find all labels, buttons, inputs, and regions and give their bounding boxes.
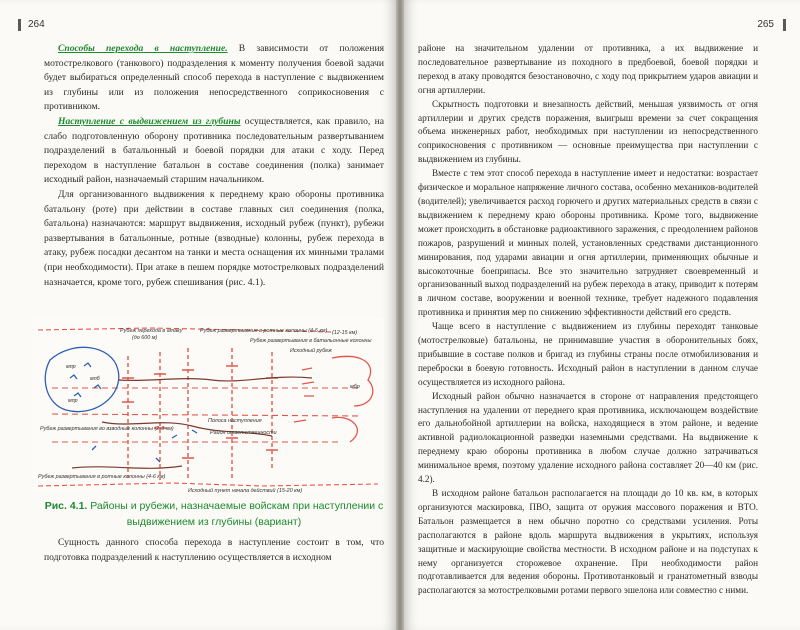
paragraph [44,42,384,115]
route-line [72,466,182,468]
paragraph: Исходный район обычно назначается в стороне от направления предстоящего наступления на удалении от переднего края противника, исключающем воздействие его дальнобойной артиллерии на войска, находящиеся в этом районе, и ведение активной радиолокационной разведки наземными средствами. На выдвижение к переднему краю обороны противника в любом случае должно затрачиваться минимальное время, поэтому удаление исходного района составляет 20—40 км (рис. 4.2). [418,390,758,485]
route-line [118,377,312,381]
label-battalion-line: Рубеж развертывания в батальонные колонны [250,338,372,344]
label-unit: мпр [66,364,76,370]
label-platoon-line: Рубеж развертывания во взводные колонны (2-3 км) [40,426,174,432]
label-attack-line: Рубеж перехода в атаку [120,328,183,334]
page-number-marker [783,19,786,31]
label-zone: Район ответственности [210,430,277,436]
book-gutter [396,0,404,630]
diagram-svg [32,318,384,494]
label-company-line-2: Рубеж развертывания в ротные колонны (4-6 км) [38,474,166,480]
paragraph: районе на значительном удалении от противника, а их выдвижение и последовательное развертывание из походного в предбоевой, боевой порядки и переход в атаку проводятся безостановочно, с ходу под прикрытием ударов авиации и огня артиллерии. [418,43,758,95]
enemy-marks [294,368,314,422]
left-text-top [44,42,384,290]
label-start-line: Исходный рубеж [290,348,332,354]
label-attack-distance: (до 600 м) [132,335,158,341]
paragraph-text: В зависимости от положения мотострелкового (танкового) подразделения к моменту получения боевой задачи будет выбираться определенный способ перехода в наступление с выдвижением из глубины или из положения непосредственного соприкосновения с противником. [44,43,384,113]
boundary-line [38,483,378,486]
label-unit: мпб [90,376,100,382]
label-company-line: Рубеж развертывания в ротные колонны (4-6 км) [200,328,328,334]
paragraph: Для организованного выдвижения к переднему краю обороны противника батальону (роте) при действии в составе главных сил соединения (полка, батальона) назначаются: маршрут выдвижения, исходный рубеж (пункт), рубежи развертывания в батальонные, ротные (взводные) колонны, рубеж перехода в атаку, рубеж посадки десантом на танки и места оснащения их минными тралами (при необходимости). При атаке в пешем порядке мотострелковых подразделений назначается, кроме того, рубеж спешивания (рис. 4.1). [44,188,384,288]
paragraph: Чаще всего в наступление с выдвижением из глубины переходят танковые (мотострелковые) батальоны, не принимавшие участия в оборонительных боях, прибывшие в составе полков и бригад из глубины страны после отмобилизования и переброски в боевую готовность. Исходный район в наступлении в данном случае осуществляется из исходного района. [418,321,758,387]
paragraph: В исходном районе батальон располагается на площади до 10 кв. км, в которых организуются маскировка, ПВО, защита от оружия массового поражения и ВТО. Батальон размещается в нем обычно поротно со средствами усиления. Роты располагаются в районе вдоль маршрута выдвижения в укрытиях, используя защитные и маскирующие свойства местности. В исходном районе и на подступах к нему организуется сторожевое охранение. При необходимости район подготавливается для ведения обороны. Противотанковый и гранатометный взводы располагаются за мотострелковыми ротами первого эшелона или совместно с ними. [418,488,758,596]
enemy-position [332,417,357,442]
paragraph-text: осуществляется, как правило, на слабо подготовленную оборону противника последовательным развертыванием подразделений в батальонный и боевой порядки для атаки с ходу. Перед переходом в наступление батальон в составе соединения (полка) занимает исходный район, назначаемый старшим начальником. [44,115,384,186]
unit-marks [92,430,197,462]
section-title: Наступление с выдвижением из глубины [58,115,241,127]
figure-4-1-diagram [32,318,384,494]
page-number-marker [18,19,21,31]
left-page [0,0,396,630]
left-text-bottom [44,536,384,565]
paragraph [44,115,384,188]
paragraph: Скрытность подготовки и внезапность действий, меньшая уязвимость от огня артиллерии и других средств поражения, выигрыш времени за счет сокращения объема инженерных работ, необходимых при наступлении из непосредственного соприкосновения с противником — основные преимущества при наступлении с выдвижением из глубины. [418,98,758,165]
right-page-number: 265 [757,19,774,30]
right-page [404,0,800,630]
right-text [418,42,758,598]
label-start-point: Исходный пункт начала действий (15-20 км) [188,488,303,494]
zone-line [52,414,362,416]
figure-caption [44,498,384,530]
label-unit: мпр [68,398,78,404]
paragraph: Вместе с тем этот способ перехода в наступление имеет и недостатки: возрастает физическое и моральное напряжение личного состава, особенно механиков-водителей (водителей); увеличивается расход горючего и других материальных средств в связи с выдвижением к переднему краю обороны противника. Кроме того, выдвижение может происходить в обстановке радиоактивного заражения, с преодолением районов пожаров, разрушений и минных полей, установленных средствами дистанционного минирования, под ударами авиации и огня артиллерии, применяющих обычные и высокоточные боеприпасы. Все это значительно затрудняет своевременный и организованный выход подразделений на рубеж перехода в атаку, приводит к потерям в личном составе, вооружении и военной технике, требует надежного подавления противника и принятия мер по снижению эффективности действий его средств. [418,168,758,318]
paragraph: Сущность данного способа перехода в наступление состоит в том, что подготовка подразделений к наступлению осуществляется в исходном [44,537,384,563]
assembly-area [45,347,119,411]
enemy-position [332,356,373,406]
label-strip: Полоса наступления [208,418,262,424]
label-unit: мбр [350,384,360,390]
caption-text: Районы и рубежи, назначаемые войскам при наступлении с выдвижением из глубины (вариант) [87,500,384,528]
label-battalion-distance: (12-15 км) [332,330,358,336]
left-page-number: 264 [28,19,45,30]
section-title: Способы перехода в наступление. [58,43,228,54]
caption-number: Рис. 4.1. [44,500,88,512]
